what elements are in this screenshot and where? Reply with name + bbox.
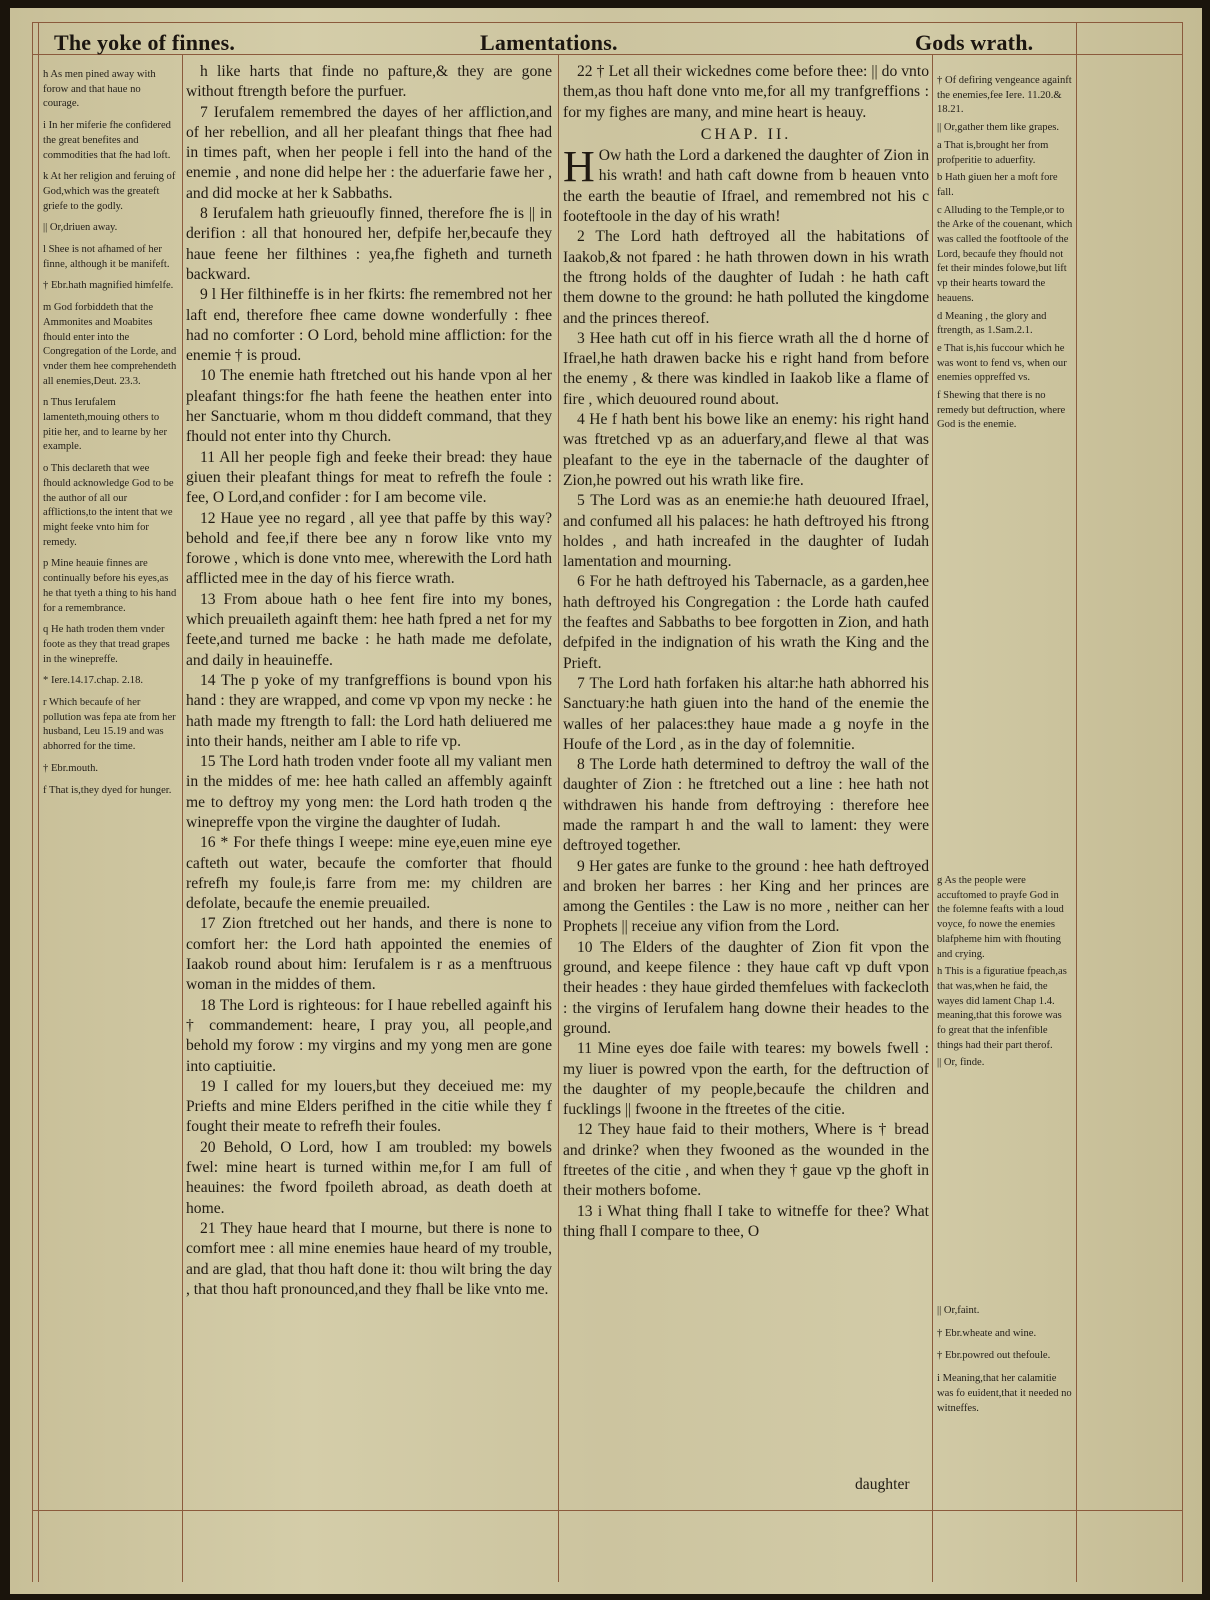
margin-note: h This is a figuratiue fpeach,as that was,when he faid, the wayes did lament Chap 1.4. meaning,that this forowe was fo great that the infenfible things had their part therof. xyxy=(937,966,1067,1051)
margin-note: a That is,brought her from profperitie to aduerfity. xyxy=(937,139,1049,166)
verse: 13 From aboue hath o hee fent fire into my bones, which preuaileth againft them: hee hath fpred a net for my feete,and turned me backe : he hath made me defolate, and daily in heauineffe. xyxy=(186,590,552,669)
margin-note: o This declareth that wee fhould acknowledge God to be the author of all our afflictions,to the intent that we might feeke vnto him for remedy. xyxy=(43,463,174,548)
margin-note: b Hath giuen her a moft fore fall. xyxy=(937,172,1058,198)
verse: h like harts that finde no pafture,& they are gone without ftrength before the purfuer. xyxy=(186,63,552,101)
verse: 18 The Lord is righteous: for I haue rebelled againft his † commandement: heare, I pray you, all people,and behold my forow : my virgins and my yong men are gone into captiuitie. xyxy=(186,996,552,1075)
verse-2-1 xyxy=(563,142,929,227)
margin-note: f That is,they dyed for hunger. xyxy=(43,784,172,796)
verse: 11 All her people figh and feeke their bread: they haue giuen their pleafant things for meat to refrefh the foule : fee, O Lord,and confider : for I am become vile. xyxy=(186,448,552,507)
verse: 12 They haue faid to their mothers, Where is † bread and drinke? when they fwooned as the wounded in the ftreetes of the citie , and when they † gaue vp the ghoft in their mothers bofome. xyxy=(563,1121,929,1200)
margin-note: || Or,driuen away. xyxy=(43,222,118,234)
verse: 21 They haue heard that I mourne, but there is none to comfort mee : all mine enemies haue heard of my trouble, and are glad, that thou haft done it: thou wilt bring the day , that thou haft pronounced,and they fhall be like vnto me. xyxy=(186,1219,552,1298)
verse: 16 * For thefe things I weepe: mine eye,euen mine eye cafteth out water, becaufe the comforter that fhould refrefh my foule,is farre from me: my children are defolate, becaufe the enemie preuailed. xyxy=(186,834,552,913)
verse: 3 Hee hath cut off in his fierce wrath all the d horne of Ifrael,he hath drawen backe his e right hand from before the enemy , & there was kindled in Iaakob like a flame of fire , which deuoured round about. xyxy=(563,329,929,408)
verse: 7 The Lord hath forfaken his altar:he hath abhorred his Sanctuary:he hath giuen into the hand of the enemie the walles of her palaces:they haue made a g noyfe in the Houfe of the Lord , as in the day of folemnitie. xyxy=(563,674,929,753)
inner-right-rule xyxy=(1076,22,1077,1582)
verse: 15 The Lord hath troden vnder foote all my valiant men in the middes of me: hee hath called an affembly againft me to deftroy my yong men: the Lord hath troden q the winepreffe vpon the virgine the daughter of Iudah. xyxy=(186,753,552,831)
verse: 9 l Her filthineffe is in her fkirts: fhe remembred not her laft end, therefore fhee came downe wonderfully : fhee had no comforter : O Lord, behold mine affliction: for the enemie † is proud. xyxy=(186,286,552,365)
outer-right-rule xyxy=(1182,22,1183,1582)
margin-note: i In her miferie fhe confidered the great benefites and commodities that fhe had loft. xyxy=(43,120,171,161)
verse: 10 The Elders of the daughter of Zion fit vpon the ground, and keepe filence : they haue caft vp duft vpon their heades : they haue girded themfelues with fackecloth : the virgins of Ierufalem hang downe their heades to the ground. xyxy=(563,938,929,1037)
margin-note: q He hath troden them vnder foote as they that tread grapes in the winepreffe. xyxy=(43,624,170,665)
verse: 8 Ierufalem hath grieuoufly finned, therefore fhe is || in derifion : all that honoured her, defpife her,becaufe they haue feene her filthines : yea,fhe figheth and turneth backward. xyxy=(186,205,552,283)
verse: 5 The Lord was as an enemie:he hath deuoured Ifrael, and confumed all his palaces: he hath deftroyed his ftrong holdes , and hath increafed in the daughter of Iudah lamentation and mourning. xyxy=(563,492,929,571)
text-column-1 xyxy=(186,62,552,1508)
margin-note: † Ebr.hath magnified himfelfe. xyxy=(43,280,174,292)
chapter-heading: CHAP. II. xyxy=(700,125,792,143)
running-head-left: The yoke of finnes. xyxy=(54,30,236,55)
margin-note: || Or, finde. xyxy=(937,1057,985,1069)
margin-note: k At her religion and feruing of God,which was the greateft griefe to the godly. xyxy=(43,171,176,212)
margin-note: m God forbiddeth that the Ammonites and Moabites fhould enter into the Congregation of the Lorde, and vnder them hee comprehendeth all enemies,Deut. 23.3. xyxy=(43,302,177,387)
verse: 17 Zion ftretched out her hands, and there is none to comfort her: the Lord hath appointed the enemies of Iaakob round about him: Ierufalem is r as a menftruous woman in the middes of them. xyxy=(186,915,552,994)
bible-page xyxy=(10,8,1202,1594)
margin-note: e That is,his fuccour which he was wont to fend vs, when our enemies oppreffed vs. xyxy=(937,342,1067,384)
verse: 12 Haue yee no regard , all yee that paffe by this way? behold and fee,if there bee any n forow like vnto my forowe , which is done vnto mee, wherewith the Lord hath afflicted mee in the day of his fierce wrath. xyxy=(186,509,552,588)
running-head-right: Gods wrath. xyxy=(915,30,1034,55)
margin-note: p Mine heauie finnes are continually before his eyes,as he that tyeth a thing to his hand for a remembrance. xyxy=(43,558,177,614)
verse-1-22: 22 † Let all their wickednes come before thee: || do vnto them,as thou haft done vnto me,for all my tranfgreffions : for my fighes are many, and mine heart is heauy. xyxy=(563,63,929,121)
margin-note: f Shewing that there is no remedy but deftruction, where God is the enemie. xyxy=(937,390,1066,431)
verse-2-1-text: Ow hath the Lord a darkened the daughter of Zion in his wrath! and hath caft downe from b heauen vnto the earth the beautie of Ifrael, and remembred not his c footeftoole in the day of his wrath! xyxy=(563,147,929,226)
margin-note: d Meaning , the glory and ftrength, as 1.Sam.2.1. xyxy=(937,310,1047,337)
margin-left-rule xyxy=(182,54,183,1582)
margin-note: † Ebr.powred out thefoule. xyxy=(937,1350,1051,1362)
verse: 4 He f hath bent his bowe like an enemy: his right hand was ftretched vp as an aduerfary,and flewe al that was pleafant to the eye in the tabernacle of the daughter of Zion,he powred out his wrath like fire. xyxy=(563,411,929,489)
column-divider-rule xyxy=(558,54,559,1582)
top-rule xyxy=(32,22,1182,23)
margin-right-rule xyxy=(932,54,933,1582)
margin-note: || Or,gather them like grapes. xyxy=(937,122,1060,134)
outer-left-rule xyxy=(32,22,33,1582)
margin-note: r Which becaufe of her pollution was fepa ate from her husband, Leu 15.19 and was abhorred for the time. xyxy=(43,697,176,753)
margin-note: † Of defiring vengeance againft the enemies,fee Iere. 11.20.& 18.21. xyxy=(937,75,1072,116)
margin-note: || Or,faint. xyxy=(937,1305,980,1316)
verse: 20 Behold, O Lord, how I am troubled: my bowels fwel: mine heart is turned within me,for I am full of heauines: the fword fpoileth abroad, as death doeth at home. xyxy=(186,1138,552,1217)
margin-note: i Meaning,that her calamitie was fo euident,that it needed no witneffes. xyxy=(937,1373,1072,1414)
margin-note: h As men pined away with forow and that haue no courage. xyxy=(43,69,156,110)
margin-note: † Ebr.wheate and wine. xyxy=(937,1327,1037,1339)
margin-note: * Iere.14.17.chap. 2.18. xyxy=(43,675,144,687)
verse: 6 For he hath deftroyed his Tabernacle, as a garden,hee hath deftroyed his Congregation : the Lorde hath caufed the feaftes and Sabbaths to bee forgotten in Zion, and hath defpifed in the indignation of his wrath the King and the Prieft. xyxy=(563,573,929,672)
catchword: daughter xyxy=(855,1476,910,1493)
drop-capital: H xyxy=(563,142,595,192)
left-margin-notes xyxy=(43,68,179,1498)
verse: 14 The p yoke of my tranfgreffions is bound vpon his hand : they are wrapped, and come vp vpon my necke : he hath made my ftrength to fall: the Lord hath deliuered me into their hands, neither am I able to rife vp. xyxy=(186,671,552,750)
margin-note: g As the people were accuftomed to prayfe God in the folemne feafts with a loud voyce, fo nowe the enemies blafpheme him with fhouting and crying. xyxy=(937,875,1064,960)
verse: 9 Her gates are funke to the ground : hee hath deftroyed and broken her barres : her King and her princes are among the Gentiles : the Law is no more , neither can her Prophets || receiue any vifion from the Lord. xyxy=(563,857,929,936)
text-column-2 xyxy=(563,62,929,1508)
inner-left-rule xyxy=(38,22,39,1582)
verse: 19 I called for my louers,but they deceiued me: my Priefts and mine Elders perifhed in the citie while they f fought their meate to refrefh their foules. xyxy=(186,1077,552,1136)
right-margin-notes-bottom xyxy=(937,1304,1073,1504)
right-margin-notes-top xyxy=(937,74,1073,674)
verse: 11 Mine eyes doe faile with teares: my bowels fwell : my liuer is powred vpon the earth, for the deftruction of the daughter of my people,becaufe the children and fucklings || fwoone in the ftreetes of the citie. xyxy=(563,1040,929,1119)
verse: 7 Ierufalem remembred the dayes of her affliction,and of her rebellion, and all her pleafant things that fhee had in times paft, when her people i fell into the hand of the enemie , and none did helpe her : the aduerfarie fawe her , and did mocke at her k Sabbaths. xyxy=(186,103,552,202)
running-head-center: Lamentations. xyxy=(480,30,618,55)
right-margin-notes-middle xyxy=(937,874,1073,1234)
margin-note: c Alluding to the Temple,or to the Arke of the couenant, which was called the footftoole of the Lord, becaufe they fhould not fet their mindes folowe,but lift vp their hearts toward the heauens. xyxy=(937,204,1073,304)
verse: 2 The Lord hath deftroyed all the habitations of Iaakob,& not fpared : he hath throwen down in his wrath the ftrong holds of the daughter of Iudah : he hath caft them downe to the ground: he hath polluted the kingdome and the princes thereof. xyxy=(563,228,929,327)
margin-note: l Shee is not afhamed of her finne, although it be manifeft. xyxy=(43,244,170,270)
verse: 10 The enemie hath ftretched out his hande vpon al her pleafant things:for fhe hath feene the heathen enter into her Sanctuarie, whom m thou diddeft command, that they fhould not enter into thy Church. xyxy=(186,367,552,446)
verse: 13 i What thing fhall I take to witneffe for thee? What thing fhall I compare to thee, O xyxy=(563,1202,929,1240)
verse: 8 The Lorde hath determined to deftroy the wall of the daughter of Zion : he ftretched out a line : hee hath not withdrawen his hande from deftroying : therefore hee made the rampart h and the wall to lament: they were deftroyed together. xyxy=(563,756,929,855)
bottom-rule xyxy=(32,1510,1182,1511)
margin-note: † Ebr.mouth. xyxy=(43,762,99,774)
margin-note: n Thus Ierufalem lamenteth,mouing others to pitie her, and to learne by her example. xyxy=(43,397,168,453)
